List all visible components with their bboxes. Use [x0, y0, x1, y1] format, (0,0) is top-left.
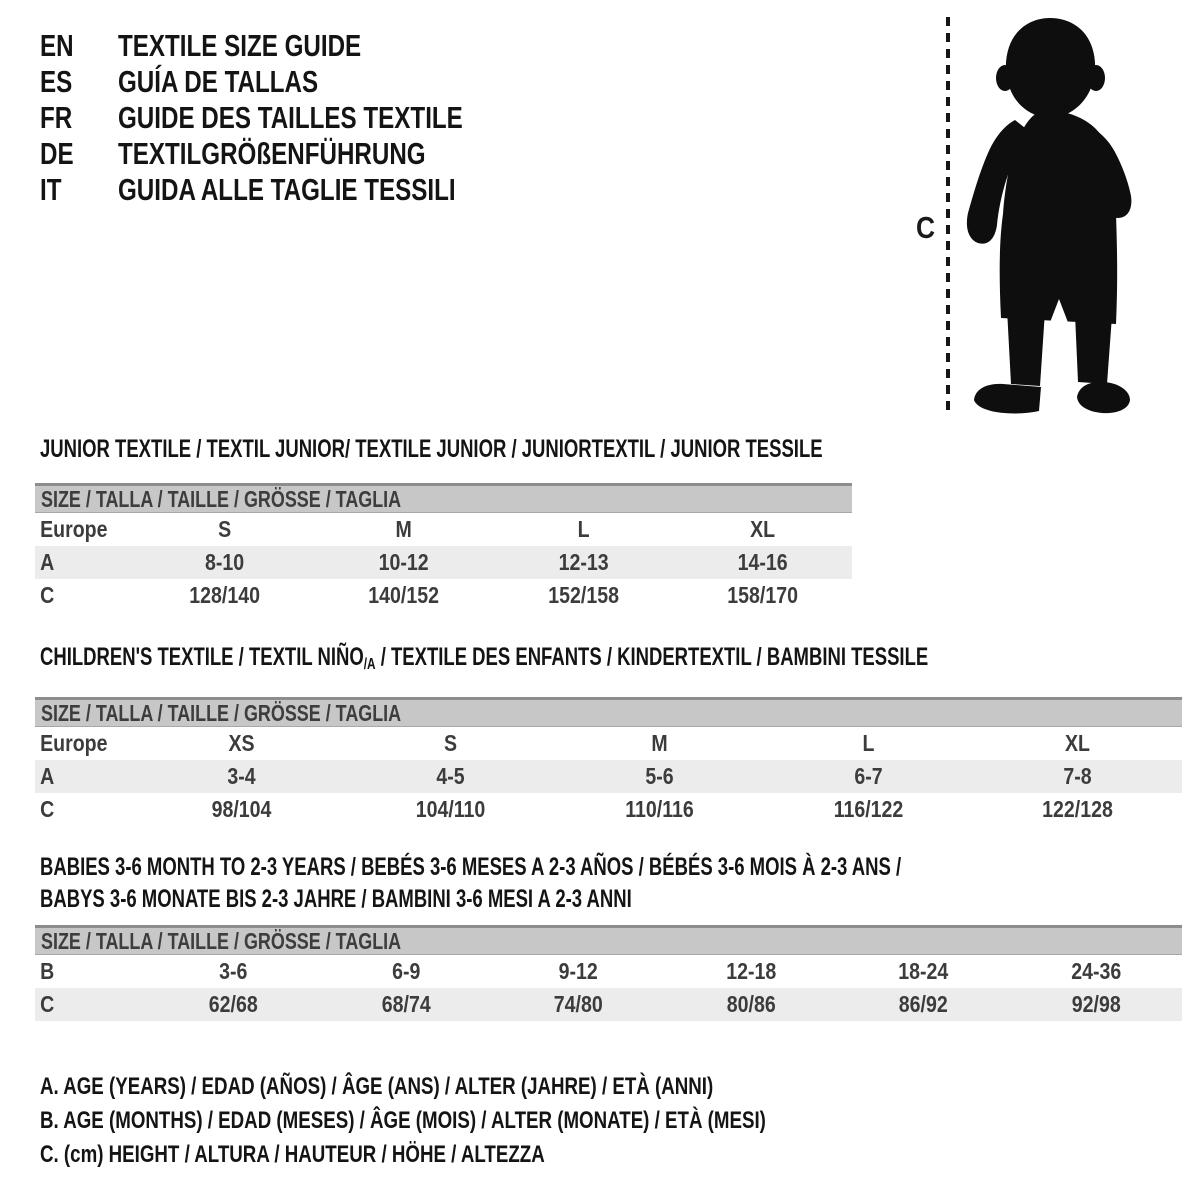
title-row-fr — [40, 100, 560, 136]
table-cell: 104/110 — [415, 796, 486, 822]
table-cell: 158/170 — [727, 582, 798, 608]
title-row-de — [40, 136, 560, 172]
lang-code-de: DE — [40, 136, 74, 171]
table-row — [35, 793, 1182, 826]
table-cell: 6-9 — [391, 958, 420, 984]
table-row — [35, 513, 852, 546]
title-row-en — [40, 28, 560, 64]
table-cell: XL — [749, 516, 775, 542]
table-cell: C — [40, 991, 55, 1017]
title-row-es — [40, 64, 560, 100]
table-cell: 140/152 — [368, 582, 440, 608]
table-cell: 80/86 — [726, 991, 776, 1017]
table-cell: 110/116 — [625, 796, 694, 822]
babies-section-title-line1: BABIES 3-6 MONTH TO 2-3 YEARS / BEBÉS 3-6 MESES A 2-3 AÑOS / BÉBÉS 3-6 MOIS À 2-3 ANS / — [40, 853, 902, 881]
table-cell: L — [577, 516, 590, 542]
table-cell: 5-6 — [645, 763, 674, 789]
section-junior — [35, 437, 1098, 612]
toddler-silhouette-figure — [913, 14, 1143, 419]
table-cell: S — [443, 730, 458, 756]
table-cell: 128/140 — [189, 582, 260, 608]
lang-code-fr: FR — [40, 100, 73, 135]
table-cell: S — [218, 516, 232, 542]
table-row — [35, 546, 852, 579]
table-cell: 12-13 — [558, 549, 609, 575]
babies-size-header-bar: SIZE / TALLA / TAILLE / GRÖSSE / TAGLIA — [35, 925, 1182, 955]
table-cell: 122/128 — [1042, 796, 1113, 822]
table-cell: 86/92 — [898, 991, 948, 1017]
table-cell: M — [651, 730, 668, 756]
table-cell: 116/122 — [833, 796, 904, 822]
section-babies — [35, 851, 1200, 1021]
table-cell: 10-12 — [378, 549, 429, 575]
table-cell: XS — [228, 730, 255, 756]
table-cell: XL — [1065, 730, 1090, 756]
table-cell: 12-18 — [725, 958, 776, 984]
table-cell: B — [40, 958, 55, 984]
table-cell: 62/68 — [208, 991, 258, 1017]
table-cell: 3-4 — [227, 763, 256, 789]
title-en: TEXTILE SIZE GUIDE — [118, 28, 362, 63]
legend-line-c: C. (cm) HEIGHT / ALTURA / HAUTEUR / HÖHE / ALTEZZA — [40, 1141, 545, 1168]
table-cell: 14-16 — [737, 549, 788, 575]
table-cell: 8-10 — [205, 549, 245, 575]
children-section-title: CHILDREN'S TEXTILE / TEXTIL NIÑO/A / TEXTILE DES ENFANTS / KINDERTEXTIL / BAMBINI TESSILE — [40, 643, 929, 673]
lang-code-en: EN — [40, 28, 74, 63]
table-cell: C — [40, 582, 55, 608]
title-de: TEXTILGRÖßENFÜHRUNG — [118, 136, 426, 171]
legend-line-b: B. AGE (MONTHS) / EDAD (MESES) / ÂGE (MOIS) / ALTER (MONATE) / ETÀ (MESI) — [40, 1107, 766, 1134]
junior-size-header-bar: SIZE / TALLA / TAILLE / GRÖSSE / TAGLIA — [35, 483, 852, 513]
table-cell: 68/74 — [381, 991, 431, 1017]
children-size-header-bar: SIZE / TALLA / TAILLE / GRÖSSE / TAGLIA — [35, 697, 1182, 727]
table-cell: 3-6 — [219, 958, 248, 984]
table-cell: 9-12 — [558, 958, 598, 984]
table-cell: 92/98 — [1071, 991, 1121, 1017]
measurement-legend — [40, 1070, 971, 1172]
toddler-silhouette-image — [967, 18, 1131, 413]
nino-a-subscript: /A — [363, 656, 376, 673]
babies-section-title-line2: BABYS 3-6 MONATE BIS 2-3 JAHRE / BAMBINI 3-6 MESI A 2-3 ANNI — [40, 885, 632, 913]
language-title-block — [40, 28, 560, 208]
table-cell: 98/104 — [211, 796, 272, 822]
junior-section-title: JUNIOR TEXTILE / TEXTIL JUNIOR/ TEXTILE JUNIOR / JUNIORTEXTIL / JUNIOR TESSILE — [40, 435, 823, 463]
table-cell: 152/158 — [547, 582, 619, 608]
section-children — [35, 645, 1200, 826]
legend-line-a: A. AGE (YEARS) / EDAD (AÑOS) / ÂGE (ANS) / ALTER (JAHRE) / ETÀ (ANNI) — [40, 1073, 714, 1100]
table-cell: 18-24 — [898, 958, 949, 984]
table-cell: C — [40, 796, 55, 822]
table-cell: Europe — [40, 730, 108, 756]
title-row-it — [40, 172, 560, 208]
table-row — [35, 727, 1182, 760]
table-cell: 4-5 — [436, 763, 465, 789]
table-row — [35, 955, 1182, 988]
height-measure-label: C — [916, 210, 936, 245]
table-cell: L — [862, 730, 875, 756]
table-cell: A — [40, 549, 55, 575]
lang-code-es: ES — [40, 64, 73, 99]
table-cell: M — [395, 516, 413, 542]
title-it: GUIDA ALLE TAGLIE TESSILI — [118, 172, 456, 207]
lang-code-it: IT — [40, 172, 62, 207]
table-cell: 24-36 — [1070, 958, 1121, 984]
table-row — [35, 988, 1182, 1021]
children-size-table — [35, 697, 1182, 826]
table-cell: A — [40, 763, 55, 789]
table-cell: 6-7 — [854, 763, 883, 789]
table-row — [35, 579, 852, 612]
table-cell: Europe — [40, 516, 108, 542]
babies-size-table — [35, 925, 1182, 1021]
table-row — [35, 760, 1182, 793]
title-fr: GUIDE DES TAILLES TEXTILE — [118, 100, 463, 135]
junior-size-table — [35, 483, 852, 612]
table-cell: 7-8 — [1063, 763, 1092, 789]
table-cell: 74/80 — [553, 991, 603, 1017]
title-es: GUÍA DE TALLAS — [118, 64, 319, 99]
